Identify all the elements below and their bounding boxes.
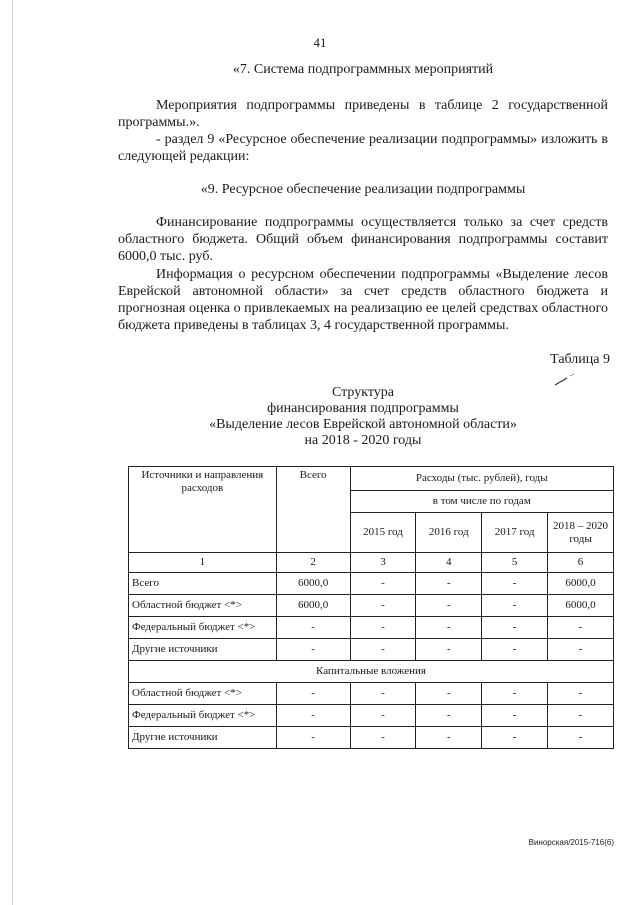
table-title-line3: «Выделение лесов Еврейской автономной области»	[209, 417, 517, 432]
row-name: Другие источники	[129, 639, 277, 661]
header-year: 2018 – 2020 годы	[548, 513, 614, 553]
footer-reference: Винорская/2015-716(6)	[528, 838, 614, 847]
table-row	[129, 683, 614, 705]
row-value: -	[482, 683, 548, 705]
table-row	[129, 573, 614, 595]
table-row	[129, 727, 614, 749]
column-number: 4	[416, 553, 482, 573]
capital-section-row	[129, 661, 614, 683]
row-value: -	[416, 573, 482, 595]
table-row	[129, 705, 614, 727]
paragraph-3: Финансирование подпрограммы осуществляется только за счет средств областного бюджета. Общий объем финансирования подпрограммы составит 6000,0 тыс. руб.	[118, 215, 608, 264]
row-total: 6000,0	[276, 573, 350, 595]
header-year: 2015 год	[350, 513, 416, 553]
column-number: 5	[482, 553, 548, 573]
row-value: -	[416, 595, 482, 617]
row-value: -	[482, 727, 548, 749]
row-value: 6000,0	[548, 573, 614, 595]
row-value: -	[482, 639, 548, 661]
page-number: 41	[313, 35, 327, 50]
row-value: -	[482, 617, 548, 639]
row-value: -	[482, 705, 548, 727]
table-row	[129, 639, 614, 661]
header-source: Источники и направления расходов	[129, 467, 277, 553]
paragraph-2: - раздел 9 «Ресурсное обеспечение реализации подпрограммы» изложить в следующей редакции:	[118, 132, 608, 164]
row-value: -	[548, 683, 614, 705]
row-value: -	[548, 639, 614, 661]
header-year: 2017 год	[482, 513, 548, 553]
section9-heading: «9. Ресурсное обеспечение реализации подпрограммы	[200, 182, 526, 197]
table-title-line4: на 2018 - 2020 годы	[304, 433, 422, 448]
row-value: -	[350, 595, 416, 617]
row-value: -	[482, 595, 548, 617]
header-by-year: в том числе по годам	[350, 491, 613, 513]
table-label: Таблица 9	[550, 352, 610, 367]
row-value: -	[350, 573, 416, 595]
row-total: -	[276, 683, 350, 705]
row-total: 6000,0	[276, 595, 350, 617]
row-total: -	[276, 727, 350, 749]
column-number: 6	[548, 553, 614, 573]
table-row	[129, 595, 614, 617]
table-column-numbers-row	[129, 553, 614, 573]
row-value: -	[350, 639, 416, 661]
row-name: Областной бюджет <*>	[129, 683, 277, 705]
row-value: -	[416, 683, 482, 705]
table-title-line1: Структура	[331, 385, 395, 400]
row-total: -	[276, 617, 350, 639]
row-value: -	[416, 639, 482, 661]
section7-heading: «7. Система подпрограммных мероприятий	[232, 62, 494, 77]
row-value: -	[482, 573, 548, 595]
row-total: -	[276, 639, 350, 661]
row-value: -	[350, 727, 416, 749]
column-number: 3	[350, 553, 416, 573]
header-expenses: Расходы (тыс. рублей), годы	[350, 467, 613, 491]
table-header-row	[129, 467, 614, 491]
row-name: Всего	[129, 573, 277, 595]
paragraph-4: Информация о ресурсном обеспечении подпрограммы «Выделение лесов Еврейской автономной области» за счет средств областного бюджета и прогнозная оценка о привлекаемых на реализацию ее целей средствах областного бюджета приведены в таблицах 3, 4 государственной программы.	[118, 267, 608, 333]
row-name: Областной бюджет <*>	[129, 595, 277, 617]
column-number: 2	[276, 553, 350, 573]
row-value: -	[548, 705, 614, 727]
header-total: Всего	[276, 467, 350, 553]
financing-table	[128, 466, 614, 749]
row-value: -	[350, 683, 416, 705]
row-value: -	[548, 617, 614, 639]
row-value: -	[350, 705, 416, 727]
table-title-line2: финансирования подпрограммы	[267, 401, 459, 416]
row-name: Федеральный бюджет <*>	[129, 705, 277, 727]
row-value: -	[350, 617, 416, 639]
row-name: Федеральный бюджет <*>	[129, 617, 277, 639]
row-value: -	[416, 617, 482, 639]
paragraph-1: Мероприятия подпрограммы приведены в таблице 2 государственной программы.».	[118, 98, 608, 130]
row-name: Другие источники	[129, 727, 277, 749]
row-total: -	[276, 705, 350, 727]
row-value: -	[416, 705, 482, 727]
header-year: 2016 год	[416, 513, 482, 553]
column-number: 1	[129, 553, 277, 573]
scan-edge-line	[12, 0, 13, 905]
row-value: -	[416, 727, 482, 749]
row-value: 6000,0	[548, 595, 614, 617]
table-row	[129, 617, 614, 639]
capital-investments-heading: Капитальные вложения	[129, 661, 614, 683]
row-value: -	[548, 727, 614, 749]
